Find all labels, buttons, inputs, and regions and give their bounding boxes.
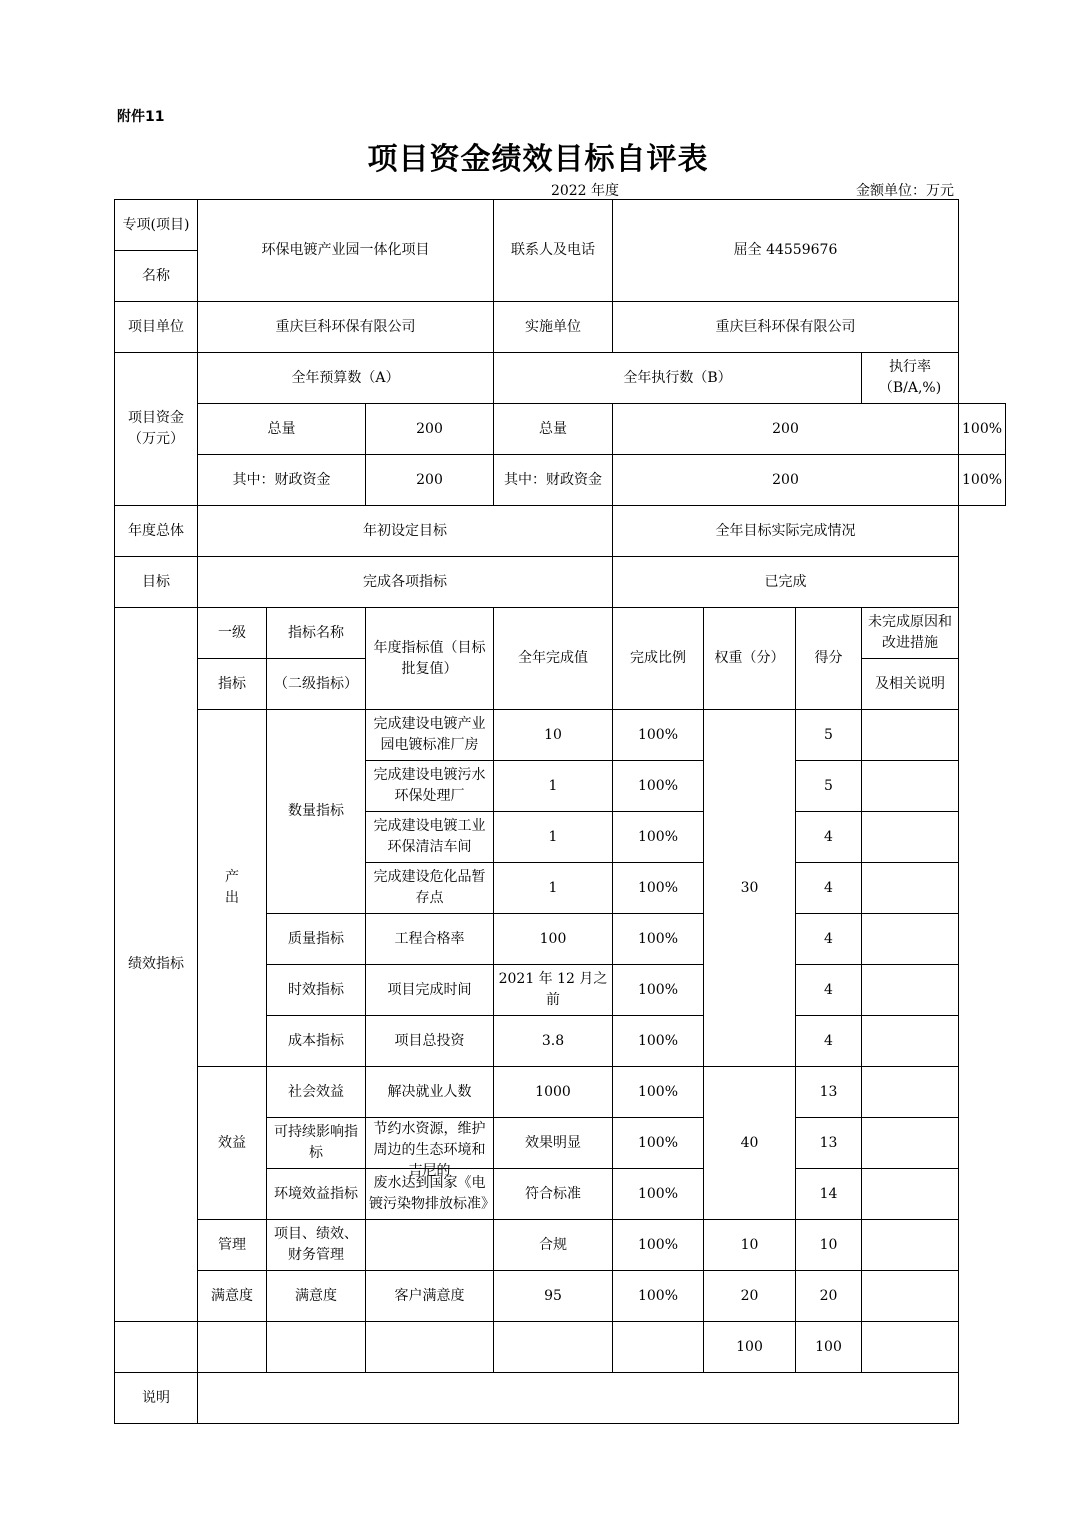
goal-actual-value: 已完成 <box>613 557 959 608</box>
indicator-actual: 合规 <box>494 1220 613 1271</box>
indicator-ratio: 100% <box>613 1271 704 1322</box>
total-row-cell <box>862 1322 959 1373</box>
evaluation-table <box>114 199 1006 1424</box>
indicator-target: 完成建设危化品暂存点 <box>366 863 494 914</box>
impl-unit-value: 重庆巨科环保有限公司 <box>613 302 959 353</box>
ratio-header: 完成比例 <box>613 608 704 710</box>
project-name-label-b: 名称 <box>115 251 198 302</box>
target-header: 年度指标值（目标批复值） <box>366 608 494 710</box>
project-name: 环保电镀产业园一体化项目 <box>198 200 494 302</box>
weight-header: 权重（分） <box>704 608 796 710</box>
total-row-cell <box>267 1322 366 1373</box>
level1-header-a: 一级 <box>198 608 267 659</box>
indicator-reason <box>862 965 959 1016</box>
indicator-score: 4 <box>796 812 862 863</box>
indicator-target: 完成建设电镀工业环保清洁车间 <box>366 812 494 863</box>
indicator-actual: 1000 <box>494 1067 613 1118</box>
indicator-actual: 1 <box>494 812 613 863</box>
score-header: 得分 <box>796 608 862 710</box>
indicator-reason <box>862 1220 959 1271</box>
fiscal-exec-label: 其中：财政资金 <box>494 455 613 506</box>
total-rate-value: 100% <box>959 404 1006 455</box>
indicator-ratio: 100% <box>613 1169 704 1220</box>
benefit-indicator-name: 社会效益 <box>267 1067 366 1118</box>
notes-label: 说明 <box>115 1373 198 1424</box>
fiscal-budget-label: 其中：财政资金 <box>198 455 366 506</box>
actual-header: 全年完成值 <box>494 608 613 710</box>
indicator-target: 项目完成时间 <box>366 965 494 1016</box>
indicator-actual: 95 <box>494 1271 613 1322</box>
management-label: 管理 <box>198 1220 267 1271</box>
budget-header: 全年预算数（A） <box>198 353 494 404</box>
indicator-reason <box>862 761 959 812</box>
indicator-actual: 1 <box>494 761 613 812</box>
output-label: 产出 <box>198 710 267 1067</box>
benefit-label: 效益 <box>198 1067 267 1220</box>
total-score: 100 <box>796 1322 862 1373</box>
indicator-reason <box>862 1067 959 1118</box>
output-weight: 30 <box>704 710 796 1067</box>
goal-actual-header: 全年目标实际完成情况 <box>613 506 959 557</box>
indicator-ratio: 100% <box>613 1067 704 1118</box>
indicator-ratio: 100% <box>613 710 704 761</box>
reason-header-b: 及相关说明 <box>862 659 959 710</box>
total-row-cell <box>198 1322 267 1373</box>
indicator-ratio: 100% <box>613 812 704 863</box>
indicator-target: 完成建设电镀产业园电镀标准厂房 <box>366 710 494 761</box>
indicator-reason <box>862 710 959 761</box>
indicator-target: 解决就业人数 <box>366 1067 494 1118</box>
indicator-score: 4 <box>796 914 862 965</box>
satisfaction-indicator-name: 满意度 <box>267 1271 366 1322</box>
project-unit-label: 项目单位 <box>115 302 198 353</box>
total-weight: 100 <box>704 1322 796 1373</box>
indicator-target: 工程合格率 <box>366 914 494 965</box>
indicator-score: 14 <box>796 1169 862 1220</box>
indicator-ratio: 100% <box>613 1220 704 1271</box>
benefit-indicator-name: 可持续影响指标 <box>267 1118 366 1169</box>
indicator-score: 4 <box>796 863 862 914</box>
indicator-reason <box>862 1271 959 1322</box>
contact-label: 联系人及电话 <box>494 200 613 302</box>
benefit-weight: 40 <box>704 1067 796 1220</box>
notes-value <box>198 1373 959 1424</box>
fiscal-exec-value: 200 <box>613 455 959 506</box>
name-header-a: 指标名称 <box>267 608 366 659</box>
total-row-cell <box>494 1322 613 1373</box>
indicator-ratio: 100% <box>613 965 704 1016</box>
indicator-actual: 2021 年 12 月之前 <box>494 965 613 1016</box>
fiscal-budget-value: 200 <box>366 455 494 506</box>
indicator-reason <box>862 1118 959 1169</box>
indicator-score: 5 <box>796 761 862 812</box>
total-exec-value: 200 <box>613 404 959 455</box>
level1-header-b: 指标 <box>198 659 267 710</box>
exec-header: 全年执行数（B） <box>494 353 862 404</box>
cost-indicator-label: 成本指标 <box>267 1016 366 1067</box>
indicator-target: 节约水资源，维护周边的生态环境和吉尼的 <box>366 1118 494 1169</box>
quantity-indicator-label: 数量指标 <box>267 710 366 914</box>
indicator-score: 13 <box>796 1118 862 1169</box>
goal-initial-value: 完成各项指标 <box>198 557 613 608</box>
indicator-score: 13 <box>796 1067 862 1118</box>
reason-header-a: 未完成原因和改进措施 <box>862 608 959 659</box>
indicator-reason <box>862 812 959 863</box>
indicator-score: 4 <box>796 1016 862 1067</box>
goal-initial-header: 年初设定目标 <box>198 506 613 557</box>
indicator-reason <box>862 863 959 914</box>
indicator-ratio: 100% <box>613 1016 704 1067</box>
contact-value: 屈全 44559676 <box>613 200 959 302</box>
indicator-actual: 符合标准 <box>494 1169 613 1220</box>
total-row-cell <box>115 1322 198 1373</box>
page-title: 项目资金绩效目标自评表 <box>367 142 709 177</box>
total-row-cell <box>366 1322 494 1373</box>
rate-header: 执行率（B/A,%) <box>862 353 959 404</box>
indicator-reason <box>862 914 959 965</box>
indicator-ratio: 100% <box>613 1118 704 1169</box>
satisfaction-weight: 20 <box>704 1271 796 1322</box>
management-indicator-name: 项目、绩效、财务管理 <box>267 1220 366 1271</box>
impl-unit-label: 实施单位 <box>494 302 613 353</box>
indicator-target: 客户满意度 <box>366 1271 494 1322</box>
management-weight: 10 <box>704 1220 796 1271</box>
goal-label-b: 目标 <box>115 557 198 608</box>
indicator-actual: 100 <box>494 914 613 965</box>
indicator-target: 项目总投资 <box>366 1016 494 1067</box>
indicator-actual: 1 <box>494 863 613 914</box>
indicator-actual: 3.8 <box>494 1016 613 1067</box>
indicator-ratio: 100% <box>613 863 704 914</box>
indicator-score: 4 <box>796 965 862 1016</box>
amount-unit: 金额单位：万元 <box>856 183 954 199</box>
total-budget-label: 总量 <box>198 404 366 455</box>
indicator-target <box>366 1220 494 1271</box>
benefit-indicator-name: 环境效益指标 <box>267 1169 366 1220</box>
indicator-score: 5 <box>796 710 862 761</box>
indicator-reason <box>862 1016 959 1067</box>
total-exec-label: 总量 <box>494 404 613 455</box>
project-unit-value: 重庆巨科环保有限公司 <box>198 302 494 353</box>
total-budget-value: 200 <box>366 404 494 455</box>
indicator-reason <box>862 1169 959 1220</box>
funds-label: 项目资金（万元） <box>115 353 198 506</box>
indicators-section-label: 绩效指标 <box>115 608 198 1322</box>
fiscal-rate-value: 100% <box>959 455 1006 506</box>
indicator-target: 完成建设电镀污水环保处理厂 <box>366 761 494 812</box>
indicator-actual: 效果明显 <box>494 1118 613 1169</box>
name-header-b: （二级指标） <box>267 659 366 710</box>
report-year: 2022 年度 <box>550 183 620 199</box>
timeliness-indicator-label: 时效指标 <box>267 965 366 1016</box>
total-row-cell <box>613 1322 704 1373</box>
indicator-ratio: 100% <box>613 761 704 812</box>
indicator-target: 废水达到国家《电镀污染物排放标准》 <box>366 1169 494 1220</box>
attachment-label: 附件11 <box>117 109 165 125</box>
satisfaction-label: 满意度 <box>198 1271 267 1322</box>
indicator-score: 10 <box>796 1220 862 1271</box>
indicator-score: 20 <box>796 1271 862 1322</box>
project-name-label-a: 专项(项目) <box>115 200 198 251</box>
goal-label-a: 年度总体 <box>115 506 198 557</box>
indicator-actual: 10 <box>494 710 613 761</box>
quality-indicator-label: 质量指标 <box>267 914 366 965</box>
indicator-ratio: 100% <box>613 914 704 965</box>
